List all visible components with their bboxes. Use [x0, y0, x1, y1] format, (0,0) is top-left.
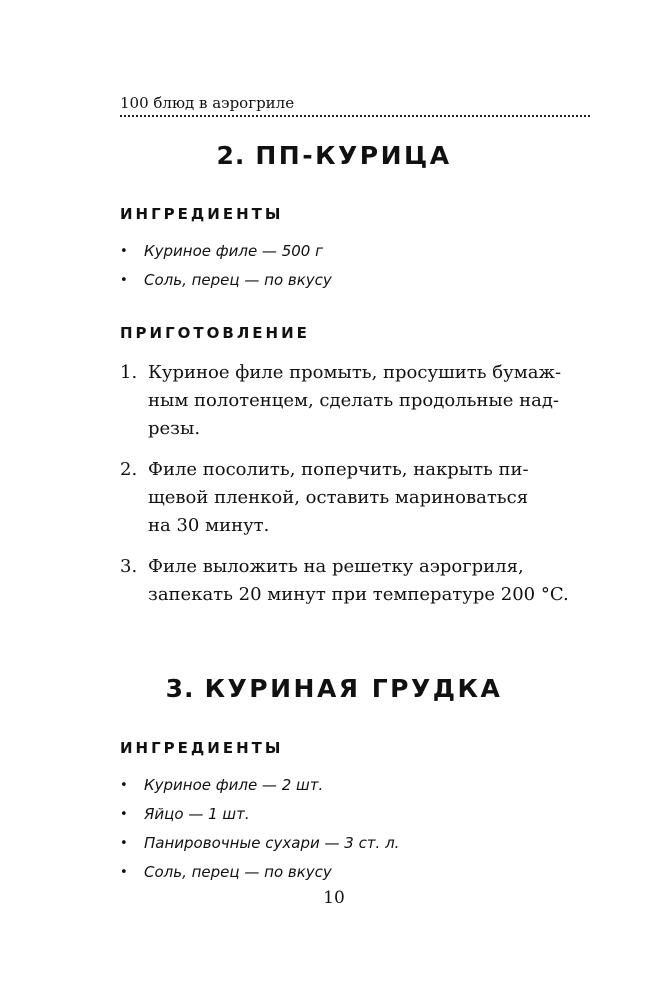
step-number: 3.: [120, 556, 138, 577]
step-item: [120, 456, 569, 540]
recipe-title-text: КУРИНАЯ ГРУДКА: [204, 674, 503, 703]
step-line: Филе посолить, поперчить, накрыть пи-: [148, 459, 529, 480]
step-line: Филе выложить на решетку аэрогриля,: [148, 556, 524, 577]
ingredient-item: • Яйцо — 1 шт.: [120, 800, 399, 829]
step-line: щевой пленкой, оставить мариноваться: [148, 487, 529, 508]
ingredient-item: • Соль, перец — по вкусу: [120, 266, 332, 295]
step-item: [120, 553, 569, 609]
step-line: Куриное филе промыть, просушить бумаж-: [148, 362, 562, 383]
step-number: 1.: [120, 362, 138, 383]
recipe-title-text: ПП-КУРИЦА: [255, 141, 452, 170]
ingredients-heading: ИНГРЕДИЕНТЫ: [120, 205, 284, 223]
recipe-number: 3.: [165, 674, 195, 703]
recipe-number: 2.: [216, 141, 246, 170]
step-line: на 30 минут.: [148, 515, 270, 536]
running-head: 100 блюд в аэрогриле: [120, 94, 590, 117]
ingredient-item: • Куриное филе — 2 шт.: [120, 771, 399, 800]
ingredients-list: [120, 237, 332, 295]
ingredients-list: [120, 771, 399, 887]
page-number: 10: [323, 888, 345, 908]
step-line: ным полотенцем, сделать продольные над-: [148, 390, 559, 411]
preparation-steps: [120, 359, 569, 622]
step-line: запекать 20 минут при температуре 200 °C.: [148, 584, 569, 605]
recipe-title: [0, 141, 668, 170]
step-text: [148, 553, 569, 609]
ingredient-item: • Панировочные сухари — 3 ст. л.: [120, 829, 399, 858]
ingredient-item: • Соль, перец — по вкусу: [120, 858, 399, 887]
preparation-heading: ПРИГОТОВЛЕНИЕ: [120, 324, 310, 342]
ingredient-item: • Куриное филе — 500 г: [120, 237, 332, 266]
step-line: резы.: [148, 418, 201, 439]
recipe-title: [0, 674, 668, 703]
step-number: 2.: [120, 459, 138, 480]
ingredients-heading: ИНГРЕДИЕНТЫ: [120, 739, 284, 757]
step-text: [148, 359, 561, 443]
step-item: [120, 359, 569, 443]
step-text: [148, 456, 529, 540]
